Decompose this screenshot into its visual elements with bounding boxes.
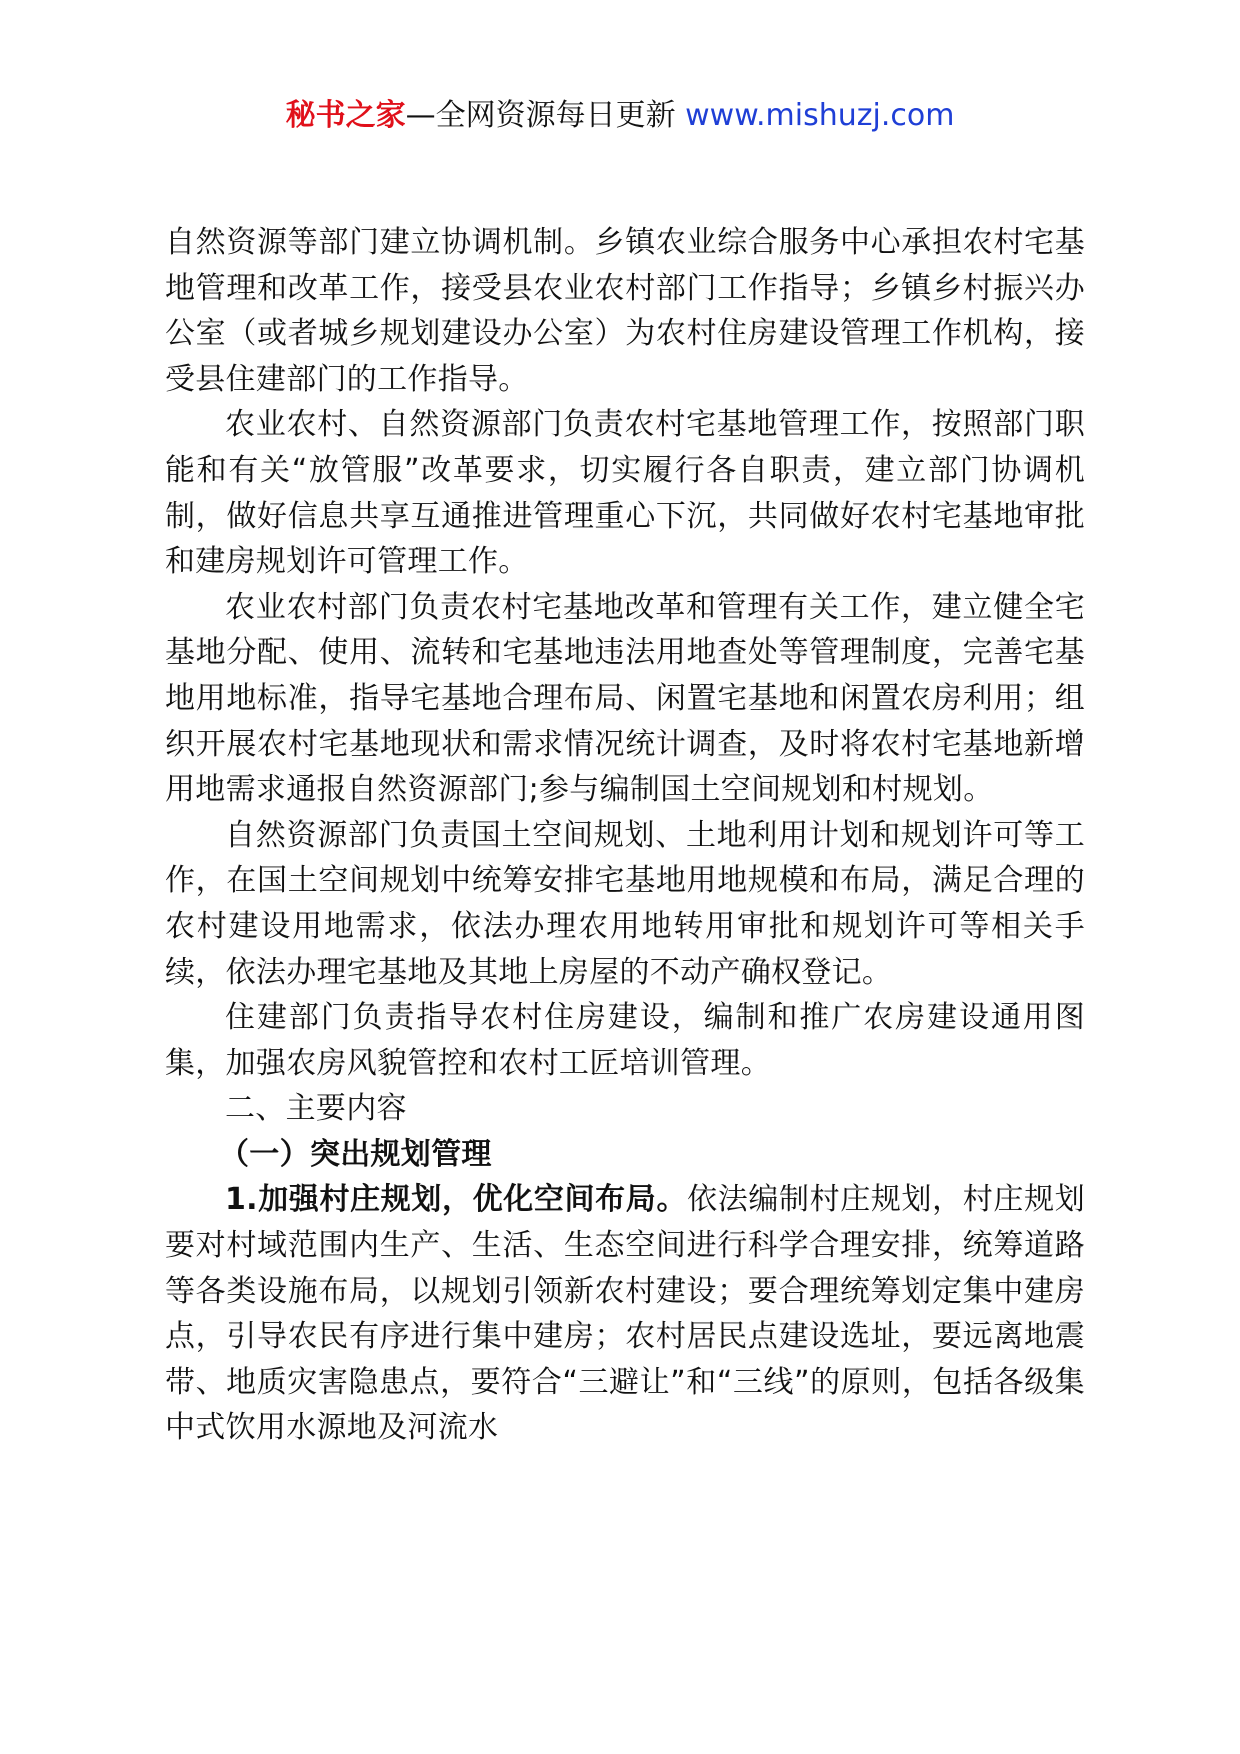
site-header (0, 96, 1240, 136)
paragraph-agriculture-resources: 农业农村、自然资源部门负责农村宅基地管理工作，按照部门职能和有关“放管服”改革要求，切实履行各自职责，建立部门协调机制，做好信息共享互通推进管理重心下沉，共同做好农村宅基地审批和建房规划许可管理工作。 (165, 407, 1085, 580)
paragraph-item-1 (165, 1177, 1085, 1451)
item-1-text: 依法编制村庄规划，村庄规划要对村域范围内生产、生活、生态空间进行科学合理安排，统筹道路等各类设施布局，以规划引领新农村建设；要合理统筹划定集中建房点，引导农民有序进行集中建房；农村居民点建设选址，要远离地震带、地质灾害隐患点，要符合“三避让”和“三线”的原则，包括各级集中式饮用水源地及河流水 (165, 1182, 1086, 1446)
section-heading: 二、主要内容 (225, 1091, 407, 1127)
item-1-lead: 1.加强村庄规划，优化空间布局。 (225, 1182, 688, 1218)
site-tagline: —全网资源每日更新 (405, 98, 686, 133)
site-url[interactable]: www.mishuzj.com (685, 98, 955, 133)
site-brand: 秘书之家 (285, 98, 406, 133)
document-body (165, 220, 1085, 1451)
paragraph-housing-dept: 住建部门负责指导农村住房建设，编制和推广农房建设通用图集，加强农房风貌管控和农村工匠培训管理。 (165, 1000, 1085, 1081)
paragraph-agriculture-dept: 农业农村部门负责农村宅基地改革和管理有关工作，建立健全宅基地分配、使用、流转和宅基地违法用地查处等管理制度，完善宅基地用地标准，指导宅基地合理布局、闲置宅基地和闲置农房利用；组织开展农村宅基地现状和需求情况统计调查，及时将农村宅基地新增用地需求通报自然资源部门;参与编制国土空间规划和村规划。 (165, 589, 1085, 808)
subsection-heading: （一）突出规划管理 (219, 1136, 492, 1172)
paragraph-natural-resources-dept: 自然资源部门负责国土空间规划、土地利用计划和规划许可等工作，在国土空间规划中统筹安排宅基地用地规模和布局，满足合理的农村建设用地需求，依法办理农用地转用审批和规划许可等相关手续，依法办理宅基地及其地上房屋的不动产确权登记。 (165, 817, 1085, 990)
paragraph-continuation: 自然资源等部门建立协调机制。乡镇农业综合服务中心承担农村宅基地管理和改革工作，接受县农业农村部门工作指导；乡镇乡村振兴办公室（或者城乡规划建设办公室）为农村住房建设管理工作机构，接受县住建部门的工作指导。 (165, 225, 1085, 397)
